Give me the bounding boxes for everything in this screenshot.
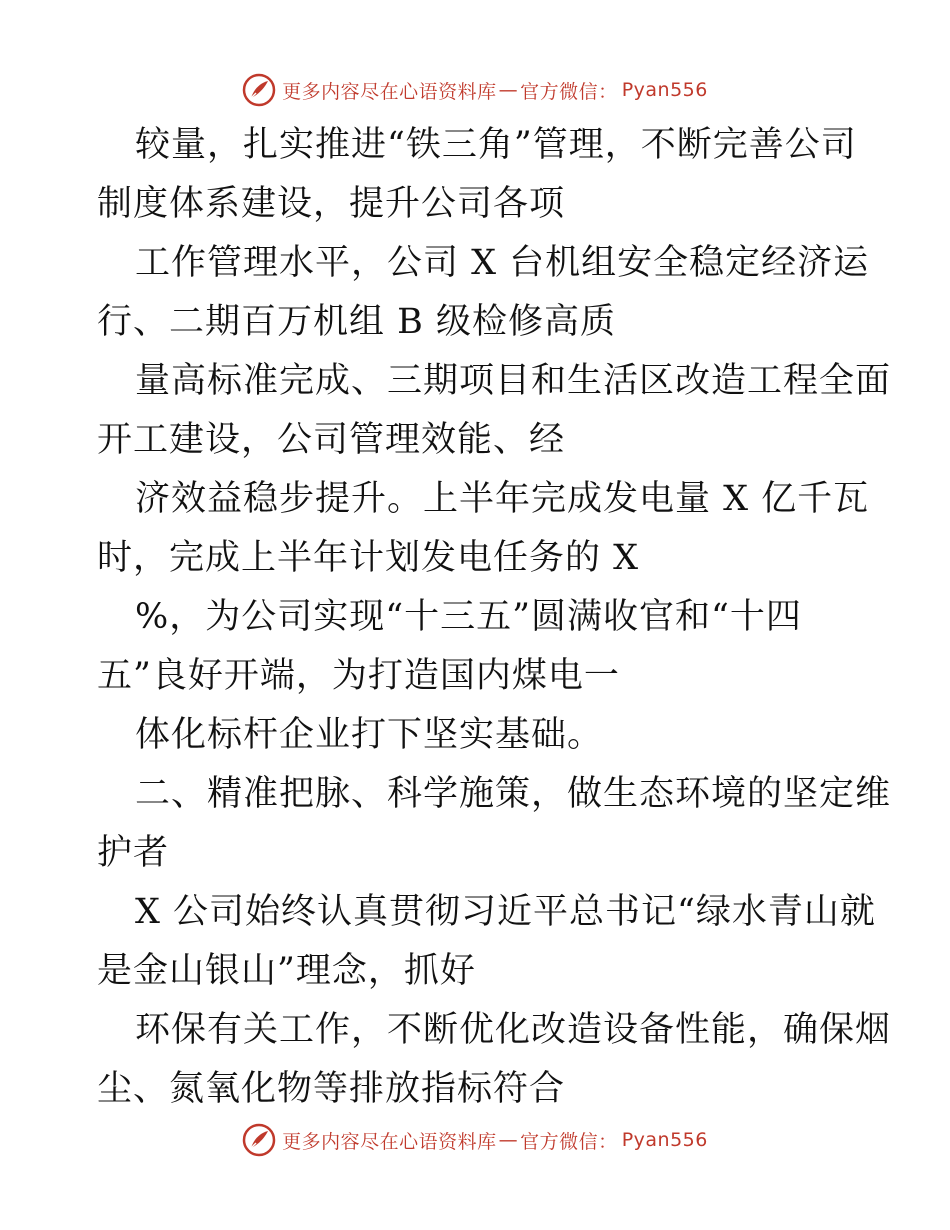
body-line: 工作管理水平，公司 X 台机组安全稳定经济运 xyxy=(135,243,870,283)
feather-pen-icon xyxy=(242,73,276,107)
feather-pen-icon xyxy=(242,1123,276,1157)
banner-main-text: 更多内容尽在心语资料库 xyxy=(282,1130,497,1153)
body-line: 济效益稳步提升。上半年完成发电量 X 亿千瓦 xyxy=(135,479,870,519)
banner-separator: — xyxy=(498,79,519,101)
body-line: 制度体系建设，提升公司各项 xyxy=(97,184,566,224)
section-heading-continued: 护者 xyxy=(97,833,170,873)
body-line: 是金山银山”理念，抓好 xyxy=(97,951,476,991)
header-watermark-banner xyxy=(0,70,950,110)
body-line: 量高标准完成、三期项目和生活区改造工程全面 xyxy=(135,361,892,401)
body-line: 时，完成上半年计划发电任务的 X xyxy=(97,538,640,578)
banner-wechat-label: 官方微信： xyxy=(520,80,618,103)
banner-separator: — xyxy=(498,1129,519,1151)
section-heading: 二、精准把脉、科学施策，做生态环境的坚定维 xyxy=(135,774,892,814)
banner-wechat-id: Pyan556 xyxy=(621,1129,708,1151)
footer-watermark-banner xyxy=(0,1120,950,1160)
banner-wechat-id: Pyan556 xyxy=(621,79,708,101)
body-line: X 公司始终认真贯彻习近平总书记“绿水青山就 xyxy=(135,892,876,932)
banner-wechat-label: 官方微信： xyxy=(520,1130,618,1153)
body-line: 环保有关工作，不断优化改造设备性能，确保烟 xyxy=(135,1010,892,1050)
banner-main-text: 更多内容尽在心语资料库 xyxy=(282,80,497,103)
body-line: %，为公司实现“十三五”圆满收官和“十四 xyxy=(135,597,802,637)
body-line: 开工建设，公司管理效能、经 xyxy=(97,420,566,460)
body-line: 体化标杆企业打下坚实基础。 xyxy=(135,715,604,755)
document-body xyxy=(97,116,892,1119)
body-line: 行、二期百万机组 B 级检修高质 xyxy=(97,302,616,342)
body-line: 五”良好开端，为打造国内煤电一 xyxy=(97,656,620,696)
body-line: 尘、氮氧化物等排放指标符合 xyxy=(97,1069,566,1109)
body-line: 较量，扎实推进“铁三角”管理，不断完善公司 xyxy=(135,125,857,165)
